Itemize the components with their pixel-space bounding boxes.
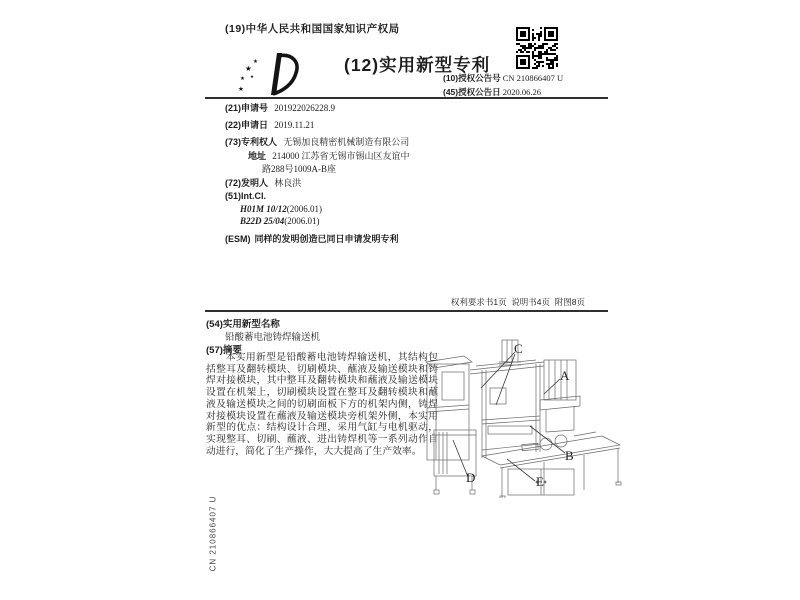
- side-publication-number: CN 210866407 U: [208, 495, 218, 572]
- issuing-office: (19)中华人民共和国国家知识产权局: [225, 23, 400, 35]
- figure-label-d: D: [466, 470, 476, 485]
- patentee-row: [225, 135, 409, 148]
- application-date-label: (22)申请日: [225, 120, 269, 130]
- patent-figure: [424, 332, 634, 498]
- patentee-value: 无锡加良精密机械制造有限公司: [283, 137, 410, 147]
- int-cl-code-1: H01M 10/12: [240, 204, 287, 214]
- section-divider-line: [205, 310, 608, 312]
- application-number-label: (21)申请号: [225, 103, 269, 113]
- pages-info: 权利要求书1页 说明书4页 附图8页: [450, 297, 585, 307]
- svg-text:★: ★: [253, 59, 258, 65]
- figure-label-e: E: [536, 474, 544, 489]
- inventor-row: [225, 176, 301, 189]
- esm-note-row: [225, 232, 403, 245]
- application-number-value: 201922026228.9: [274, 103, 336, 113]
- application-date-row: [225, 118, 314, 131]
- application-date-value: 2019.11.21: [274, 120, 315, 130]
- svg-text:★: ★: [250, 74, 255, 79]
- utility-model-title: 铅酸蓄电池铸焊输送机: [225, 333, 321, 343]
- int-cl-version-2: (2006.01): [284, 216, 320, 226]
- publication-date-value: 2020.06.26: [502, 87, 541, 97]
- int-cl-entry-1: [240, 204, 322, 214]
- esm-note-text: 同样的发明创造已同日申请发明专利: [254, 234, 399, 244]
- publication-number-row: [443, 72, 563, 84]
- document-type-title: (12)实用新型专利: [344, 55, 491, 75]
- header-divider-line: [205, 97, 608, 99]
- int-cl-version-1: (2006.01): [286, 204, 323, 214]
- address-line2: 路288号1009A-B座: [262, 164, 336, 174]
- publication-number-label: (10)授权公告号: [443, 73, 501, 83]
- publication-date-label: (45)授权公告日: [443, 87, 501, 97]
- int-cl-code-2: B22D 25/04: [240, 216, 285, 226]
- int-cl-entry-2: [240, 216, 320, 226]
- cnipa-emblem-icon: [237, 50, 301, 98]
- utility-model-title-label: (54)实用新型名称: [206, 319, 280, 330]
- patentee-label: (73)专利权人: [225, 137, 278, 147]
- abstract-label: (57)摘要: [206, 345, 242, 356]
- publication-number-value: CN 210866407 U: [502, 73, 564, 83]
- int-cl-label: (51)Int.Cl.: [225, 191, 267, 201]
- svg-text:★: ★: [245, 64, 252, 73]
- address-label: 地址: [248, 151, 267, 161]
- abstract-text: 本实用新型是铅酸蓄电池铸焊输送机，其结构包括整耳及翻转模块、切刷模块、蘸液及输送模块和铸焊对接模块，其中整耳及翻转模块和蘸液及输送模块设置在机架上，切刷模块设置在整耳及翻转模块和蘸液及输送模块之间的切刷面板下方的机架内侧，铸焊对接模块设置在蘸液及输送模块旁机架外侧，本实用新型的优点：结构设计合理，采用气缸与电机驱动，实现整耳、切刷、蘸液、进出铸焊机等一系列动作自动进行，简化了生产操作，大大提高了生产效率。: [206, 352, 438, 457]
- svg-text:★: ★: [238, 86, 244, 93]
- inventor-label: (72)发明人: [225, 178, 269, 188]
- figure-label-a: A: [560, 368, 570, 383]
- svg-text:★: ★: [240, 76, 245, 82]
- figure-label-b: B: [565, 448, 574, 463]
- qr-code-icon: [516, 27, 558, 69]
- application-number-row: [225, 101, 335, 114]
- address-row: [248, 149, 410, 162]
- address-line1: 214000 江苏省无锡市锡山区友谊中: [272, 151, 410, 161]
- inventor-value: 林良洪: [274, 178, 302, 188]
- esm-note-label: (ESM): [225, 234, 251, 244]
- figure-label-c: C: [514, 341, 523, 356]
